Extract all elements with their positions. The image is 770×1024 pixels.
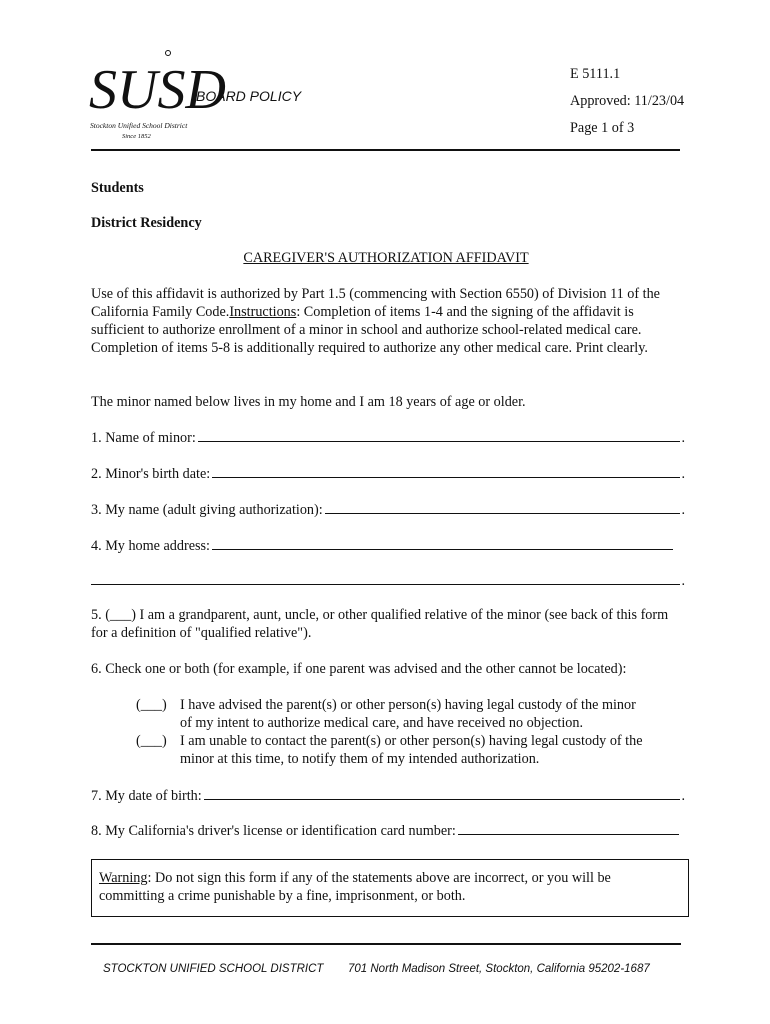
category-heading: Students xyxy=(91,180,144,196)
form-title xyxy=(91,249,681,267)
item-home-address-line2 xyxy=(91,570,685,590)
form-title-text: CAREGIVER'S AUTHORIZATION AFFIDAVIT xyxy=(243,250,529,266)
warning-body: : Do not sign this form if any of the statements above are incorrect, or you will be committing a crime punishable by a fine, imprisonment, or both. xyxy=(99,870,611,904)
field-period: . xyxy=(681,430,685,446)
my-name-field[interactable] xyxy=(325,499,681,514)
warning-label: Warning xyxy=(99,870,148,886)
logo-ornament xyxy=(166,51,171,56)
item-birth-date xyxy=(91,463,685,483)
item-name-of-minor xyxy=(91,427,685,447)
item-relative: 5. (___) I am a grandparent, aunt, uncle, or other qualified relative of the minor (see back of this form for a definition of "qualified relative"). xyxy=(91,607,669,641)
subject-heading: District Residency xyxy=(91,215,202,231)
field-period: . xyxy=(681,502,685,518)
license-number-field[interactable] xyxy=(458,820,679,835)
my-dob-field[interactable] xyxy=(204,785,681,800)
approved-date: Approved: 11/23/04 xyxy=(570,93,685,109)
check-option-a-line2: of my intent to authorize medical care, and have received no objection. xyxy=(180,715,583,731)
intro-lead: Use of this affidavit is authorized by Part 1.5 (commencing with Section 6550) of Division 11 of the California Family Code. xyxy=(91,286,660,320)
logo-tagline: Since 1852 xyxy=(122,133,151,140)
item-home-address xyxy=(91,535,673,555)
item-label: 2. Minor's birth date: xyxy=(91,466,211,482)
item-my-dob xyxy=(91,785,685,805)
name-of-minor-field[interactable] xyxy=(198,427,681,442)
item-label: 8. My California's driver's license or identification card number: xyxy=(91,823,456,839)
field-period: . xyxy=(681,788,685,804)
instructions-label: Instructions xyxy=(229,304,297,320)
field-period: . xyxy=(681,573,685,589)
check-option-a-mark[interactable]: (___) xyxy=(136,697,167,713)
district-logo xyxy=(88,46,226,142)
minor-birth-date-field[interactable] xyxy=(212,463,680,478)
item-label: 1. Name of minor: xyxy=(91,430,196,446)
item-label: 3. My name (adult giving authorization): xyxy=(91,502,323,518)
check-option-b-mark[interactable]: (___) xyxy=(136,733,167,749)
logo-subtitle: Stockton Unified School District xyxy=(90,121,188,130)
intro-rest: : Completion of items 1-4 and the signing of the affidavit is sufficient to authorize enrollment of a minor in school and authorize school-related medical care. Completion of items 5-8 is additionally required to authorize any other medical care. Print clearly. xyxy=(91,304,648,356)
item-my-name xyxy=(91,499,685,519)
home-address-field-line2[interactable] xyxy=(91,570,680,585)
intro-paragraph xyxy=(91,285,683,357)
check-option-b-line1: I am unable to contact the parent(s) or other person(s) having legal custody of the xyxy=(180,733,643,749)
item-check-instruction: 6. Check one or both (for example, if one parent was advised and the other cannot be located): xyxy=(91,661,627,677)
field-period: . xyxy=(681,466,685,482)
home-address-field[interactable] xyxy=(212,535,673,550)
page-number: Page 1 of 3 xyxy=(570,120,635,136)
logo-text: SUSD xyxy=(89,59,226,121)
board-policy-label: BOARD POLICY xyxy=(196,88,302,104)
policy-code: E 5111.1 xyxy=(570,66,621,82)
item-label: 4. My home address: xyxy=(91,538,211,554)
residency-statement: The minor named below lives in my home and I am 18 years of age or older. xyxy=(91,394,526,410)
item-label: 7. My date of birth: xyxy=(91,788,202,804)
item-license xyxy=(91,820,679,840)
warning-text xyxy=(99,869,679,905)
header-rule xyxy=(91,149,680,151)
footer-address: 701 North Madison Street, Stockton, California 95202-1687 xyxy=(348,963,650,975)
check-option-b-line2: minor at this time, to notify them of my intended authorization. xyxy=(180,751,540,767)
footer-district: STOCKTON UNIFIED SCHOOL DISTRICT xyxy=(103,963,324,975)
footer-rule xyxy=(91,943,681,945)
check-option-a-line1: I have advised the parent(s) or other person(s) having legal custody of the minor xyxy=(180,697,636,713)
